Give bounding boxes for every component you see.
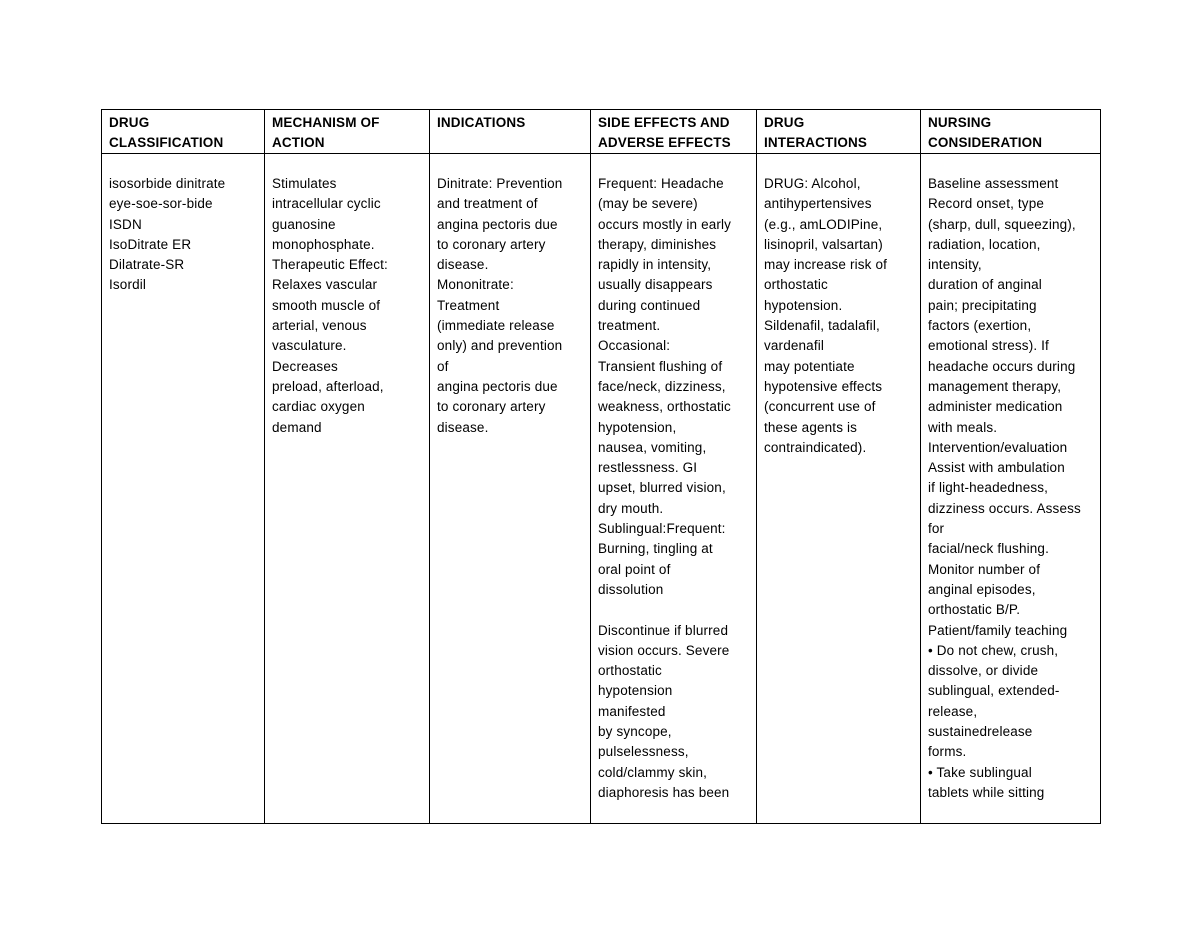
header-nursing-consideration: NURSING CONSIDERATION [921, 110, 1101, 154]
drug-card-table [101, 109, 1101, 824]
header-drug-interactions: DRUG INTERACTIONS [757, 110, 921, 154]
header-side-effects: SIDE EFFECTS AND ADVERSE EFFECTS [591, 110, 757, 154]
side-effects-cell [591, 154, 757, 824]
interactions-cell: DRUG: Alcohol, antihypertensives (e.g., amLODIPine, lisinopril, valsartan) may increase risk of orthostatic hypotension. Sildenafil, tadalafil, vardenafil may potentiate hypotensive effects (concurrent use of these agents is contraindicated). [757, 154, 921, 824]
adverse-effects-text: Discontinue if blurred vision occurs. Severe orthostatic hypotension manifested by syncope, pulselessness, cold/clammy skin, diaphoresis has been [598, 622, 730, 800]
header-mechanism-of-action: MECHANISM OF ACTION [265, 110, 430, 154]
classification-cell: isosorbide dinitrate eye-soe-sor-bide ISDN IsoDitrate ER Dilatrate-SR Isordil [102, 154, 265, 824]
paragraph-gap [598, 600, 750, 620]
header-drug-classification: DRUG CLASSIFICATION [102, 110, 265, 154]
indications-cell: Dinitrate: Prevention and treatment of angina pectoris due to coronary artery disease. Mononitrate: Treatment (immediate release only) and prevention of angina pectoris due to coronary artery disease. [430, 154, 591, 824]
nursing-cell: Baseline assessment Record onset, type (sharp, dull, squeezing), radiation, location, intensity, duration of anginal pain; precipitating factors (exertion, emotional stress). If headache occurs during management therapy, administer medication with meals. Intervention/evaluation Assist with ambulation if light-headedness, dizziness occurs. Assess for facial/neck flushing. Monitor number of anginal episodes, orthostatic B/P. Patient/family teaching • Do not chew, crush, dissolve, or divide sublingual, extended- release, sustainedrelease forms. • Take sublingual tablets while sitting [921, 154, 1101, 824]
side-effects-text: Frequent: Headache (may be severe) occurs mostly in early therapy, diminishes rapidly in intensity, usually disappears during continued treatment. Occasional: Transient flushing of face/neck, dizziness, weakness, orthostatic hypotension, nausea, vomiting, restlessness. GI upset, blurred vision, dry mouth. Sublingual:Frequent: Burning, tingling at oral point of dissolution [598, 176, 732, 597]
header-indications: INDICATIONS [430, 110, 591, 154]
table-row [102, 154, 1101, 824]
mechanism-cell: Stimulates intracellular cyclic guanosine monophosphate. Therapeutic Effect: Relaxes vascular smooth muscle of arterial, venous vasculature. Decreases preload, afterload, cardiac oxygen demand [265, 154, 430, 824]
header-row [102, 110, 1101, 154]
